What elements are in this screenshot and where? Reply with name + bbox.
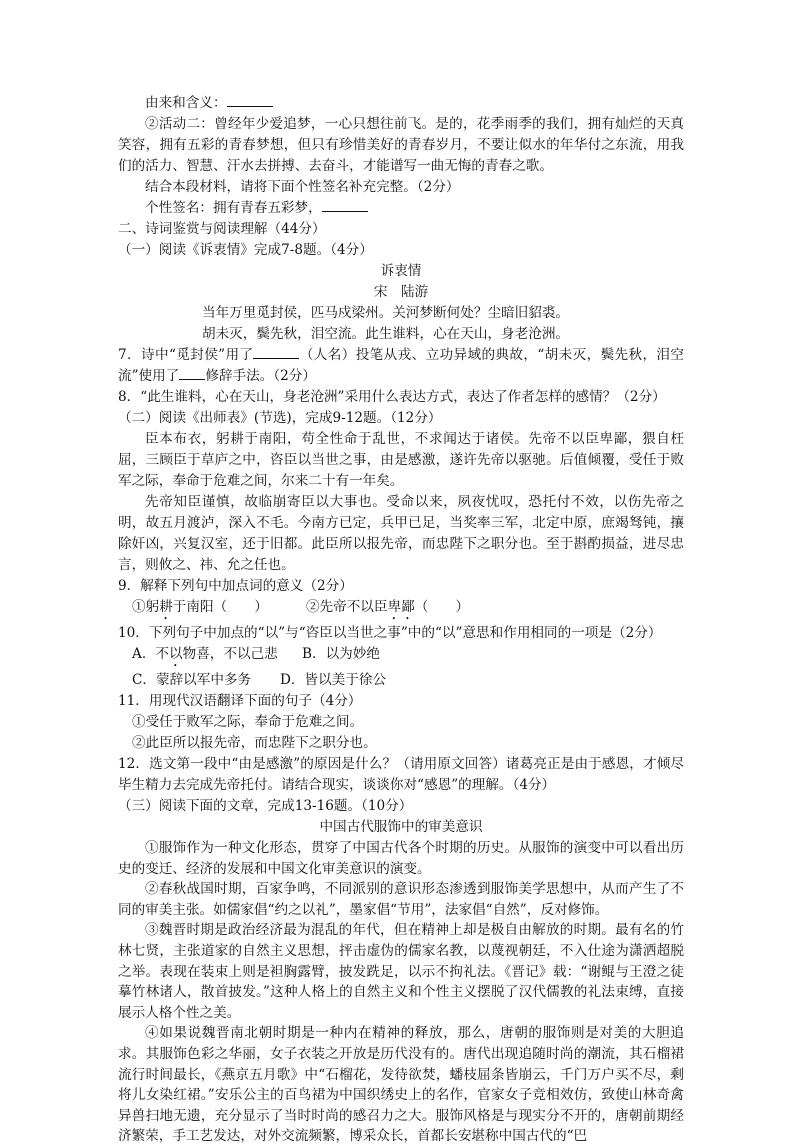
option-text: 物喜，不以己悲 [182,646,278,662]
essay-paragraph: ①服饰作为一种文化形态，贯穿了中国古代各个时期的历史。从服饰的演变中可以看出历史的变迁、经济的发展和中国文化审美意识的演变。 [118,840,684,877]
option-d[interactable]: D．皆以美于徐公 [280,672,387,688]
poem-title: 诉衷情 [380,263,422,279]
part3-heading: （三）阅读下面的文章，完成13-16题。（10分） [118,798,413,814]
question-9: 9．解释下列句中加点词的意义（2分） [118,578,353,594]
poem-line: 当年万里觅封侯，匹马戍梁州。关河梦断何处？尘暗旧貂裘。 [202,305,570,321]
question-11-item: ②此臣所以报先帝，而忠陛下之职分也。 [132,735,377,751]
origin-label: 由来和含义： [145,95,227,111]
part1-heading: （一）阅读《诉衷情》完成7-8题。（4分） [118,242,373,258]
passage-paragraph: 臣本布衣，躬耕于南阳，苟全性命于乱世，不求闻达于诸侯。先帝不以臣卑鄙，猥自枉屈，三顾臣于草庐之中，咨臣以当世之事，由是感激，遂许先帝以驱驰。后值倾覆，受任于败军之际，奉命于危难之间，尔来二十有一年矣。 [118,431,684,489]
answer-blank[interactable] [179,366,205,380]
q7-text: 7．诗中“觅封侯”用了 [118,347,254,363]
q7-text: （人名）投笔从戎、立功异域的典故，“胡未灭，鬓先秋，泪空流”使用了 [118,347,684,384]
essay-title: 中国古代服饰中的审美意识 [319,819,483,835]
q7-text: 修辞手法。（2分） [205,368,316,384]
essay-paragraph: ③魏晋时期是政治经济最为混乱的年代，但在精神上却是极自由解放的时期。最有名的竹林七贤，主张道家的自然主义思想，抨击虚伪的儒家名教，以蔑视朝廷，不入仕途为潇洒超脱之举。表现在装束上则是袒胸露臂，披发跣足，以示不拘礼法。《晋记》载：“谢鲲与王澄之徒摹竹林诸人，散首披发。”这种人格上的自然主义和个性主义摆脱了汉代儒教的礼法束缚，直接展示人格个性之美。 [118,922,684,1021]
essay-paragraph: ④如果说魏晋南北朝时期是一种内在精神的释放，那么，唐朝的服饰则是对美的大胆追求。其服饰色彩之华丽，女子衣装之开放是历代没有的。唐代出现追随时尚的潮流，其石榴裙流行时间最长，《燕京五月歌》中“石榴花，发待欲焚，蟠枝屈条皆崩云，千门万户买不尽，剩将儿女染红裙。”安乐公主的百鸟裙为中国织绣史上的名作，官家女子竞相效仿，致使山林奇禽异兽扫地无遗，充分显示了当时时尚的感召力之大。服饰风格是与现实分不开的，唐朝前期经济繁荣，手工艺发达，对外交流频繁，博采众长，首都长安堪称中国古代的“巴 [118,1025,684,1145]
question-11-item: ①受任于败军之际，奉命于危难之间。 [132,714,364,730]
option-c[interactable]: C．蒙辞以军中多务 [132,672,252,688]
question-9-items [118,597,684,623]
poem-author: 宋 陆游 [373,284,429,300]
q9-text: ①躬 [132,599,160,615]
origin-line [118,93,684,114]
answer-blank[interactable] [322,198,368,212]
dotted-word: 以 [169,646,183,662]
question-8: 8．“此生谁料，心在天山，身老沧洲”采用什么表达方式，表达了作者怎样的感情？（2分） [118,389,666,405]
question-12: 12．选文第一段中“由是感激”的原因是什么？（请用原文回答）诸葛亮正是由于感恩，才倾尽毕生精力去完成先帝托付。请结合现实，谈谈你对“感恩”的理解。（4分） [118,756,684,793]
option-text: A．不 [132,646,170,662]
signature-label: 个性签名：拥有青春五彩梦， [145,200,322,216]
poem-line: 胡未灭，鬓先秋，泪空流。此生谁料，心在天山，身老沧洲。 [202,326,570,342]
passage-paragraph: 先帝知臣谨慎，故临崩寄臣以大事也。受命以来，夙夜忧叹，恐托付不效，以伤先帝之明，故五月渡泸，深入不毛。今南方已定，兵甲已足，当奖率三军，北定中原，庶竭驽钝，攘除奸凶，兴复汉室，还于旧都。此臣所以报先帝，而忠陛下之职分也。至于斟酌损益，进尽忠言，则攸之、祎、允之任也。 [118,494,684,573]
q9-text: （ ） [414,599,470,615]
option-b[interactable]: B．以为妙绝 [302,646,380,662]
essay-paragraph: ②春秋战国时期，百家争鸣，不同派别的意识形态渗透到服饰美学思想中，从而产生了不同的审美主张。如儒家倡“约之以礼”，墨家倡“节用”，法家倡“自然”，反对修饰。 [118,881,684,918]
answer-blank[interactable] [227,93,273,107]
question-10: 10．下列句子中加点的“以”与“咨臣以当世之事”中的“以”意思和作用相同的一项是（2分） [118,625,662,641]
signature-line [118,198,684,219]
instruction-text: 结合本段材料，请将下面个性签名补充完整。（2分） [145,179,460,195]
question-7 [118,345,684,387]
answer-blank[interactable] [253,345,299,359]
part2-heading: （二）阅读《出师表》(节选)，完成9-12题。（12分） [118,410,442,426]
dotted-word: 卑鄙 [387,599,415,615]
exam-page [118,93,684,1147]
question-10-options [118,644,684,670]
q9-text: 于南阳（ ） [172,599,268,615]
q9-text: ②先帝不以臣 [305,599,388,615]
section-heading: 二、诗词鉴赏与阅读理解（44分） [118,221,326,237]
option-a[interactable] [132,644,302,670]
dotted-word: 耕 [159,599,173,615]
question-11: 11．用现代汉语翻译下面的句子（4分） [118,693,362,709]
activity2-paragraph: ②活动二：曾经年少爱追梦，一心只想往前飞。是的，花季雨季的我们，拥有灿烂的天真笑容，拥有五彩的青春梦想，但只有珍惜美好的青春岁月，不要让似水的年华付之东流，用我们的活力、智慧、汗水去拼搏、去奋斗，才能谱写一曲无悔的青春之歌。 [118,116,684,174]
question-10-options [118,670,684,691]
